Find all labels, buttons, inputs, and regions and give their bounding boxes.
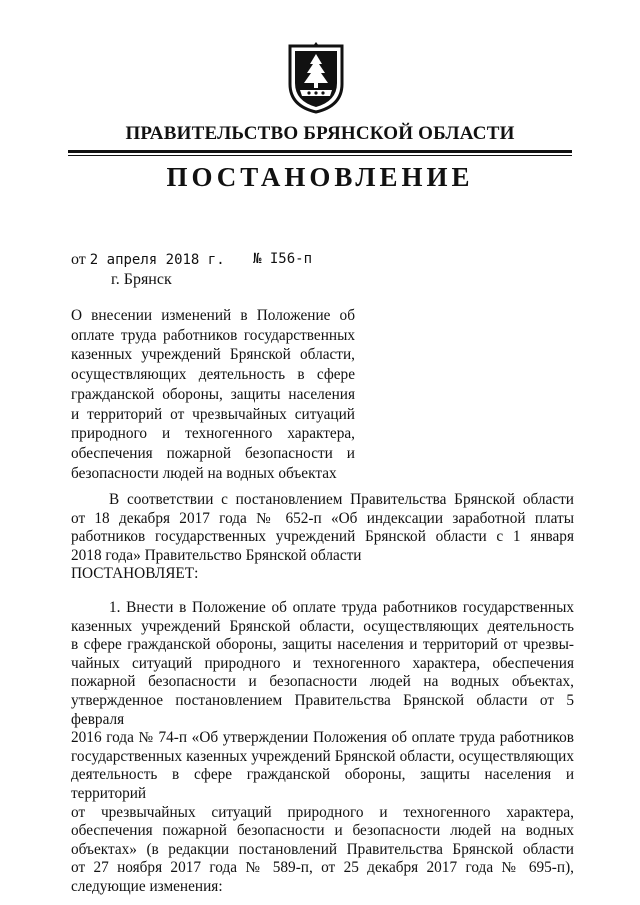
preamble-line: работников государственных учреждений Брянской области с 1 января xyxy=(71,528,574,546)
item-1-line: от 27 ноября 2017 года № 589-п, от 25 декабря 2017 года № 695-п), xyxy=(71,859,574,877)
item-1-line: обеспечения пожарной безопасности и безопасности людей на водных xyxy=(71,822,574,840)
preamble-line: от 18 декабря 2017 года № 652-п «Об индексации заработной платы xyxy=(71,509,574,527)
resolves-heading: ПОСТАНОВЛЯЕТ: xyxy=(71,565,199,583)
document-type: ПОСТАНОВЛЕНИЕ xyxy=(166,162,474,192)
subject-line: гражданской обороны, защиты населения xyxy=(71,385,355,403)
item-1-line: деятельность в сфере гражданской обороны, защиты населения и территорий xyxy=(71,766,574,802)
preamble-line: В соответствии с постановлением Правительства Брянской области xyxy=(109,491,574,508)
subject-line: осуществляющих деятельность в сфере xyxy=(71,366,355,384)
preamble-paragraph xyxy=(71,491,574,584)
bryansk-coat-of-arms-icon xyxy=(286,40,346,114)
date-line xyxy=(71,251,313,269)
subject-line: оплате труда работников государственных xyxy=(71,326,355,344)
item-1-line: в сфере гражданской обороны, защиты населения и территорий от чрезвы- xyxy=(71,636,574,654)
item-1-line: 1. Внести в Положение об оплате труда работников государственных xyxy=(109,599,574,616)
document-city: г. Брянск xyxy=(111,271,172,288)
item-1-line: от чрезвычайных ситуаций природного и техногенного характера, xyxy=(71,803,574,821)
document-number: № I56-п xyxy=(253,251,313,267)
subject-line: казенных учреждений Брянской области, xyxy=(71,346,355,364)
item-1-line: государственных казенных учреждений Брянской области, осуществляющих xyxy=(71,747,574,765)
item-1-line: 2016 года № 74-п «Об утверждении Положения об оплате труда работников xyxy=(71,729,574,747)
header-rule-thick xyxy=(68,150,572,153)
date-prefix: от xyxy=(71,251,86,268)
document-date: 2 апреля 2018 г. xyxy=(89,252,225,268)
government-title: ПРАВИТЕЛЬСТВО БРЯНСКОЙ ОБЛАСТИ xyxy=(125,123,515,144)
item-1-line: казенных учреждений Брянской области, осуществляющих деятельность xyxy=(71,617,574,635)
subject-line: и территорий от чрезвычайных ситуаций xyxy=(71,405,355,423)
subject-line: обеспечения пожарной безопасности и xyxy=(71,444,355,462)
subject-line: безопасности людей на водных объектах xyxy=(71,464,337,482)
header-rule-thin xyxy=(68,155,572,156)
item-1-line: пожарной безопасности и безопасности людей на водных объектах, xyxy=(71,673,574,691)
item-1-line: объектах» (в редакции постановлений Правительства Брянской области xyxy=(71,840,574,858)
item-1-line: чайных ситуаций природного и техногенного характера, обеспечения xyxy=(71,654,574,672)
preamble-line: 2018 года» Правительство Брянской области xyxy=(71,546,362,564)
subject-line: природного и техногенного характера, xyxy=(71,425,355,443)
item-1-paragraph xyxy=(71,599,574,897)
item-1-line: утвержденное постановлением Правительства Брянской области от 5 февраля xyxy=(71,691,574,728)
item-1-line: следующие изменения: xyxy=(71,877,223,895)
subject-line: О внесении изменений в Положение об xyxy=(71,307,355,324)
document-subject xyxy=(71,306,355,483)
